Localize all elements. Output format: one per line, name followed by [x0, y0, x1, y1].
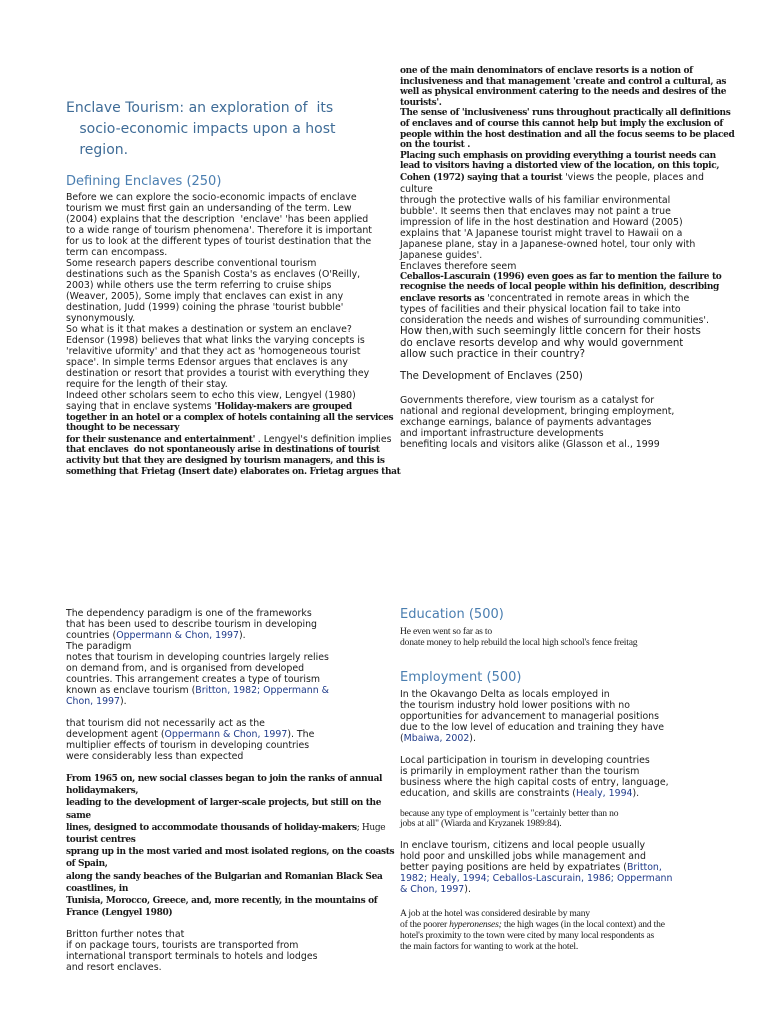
text-line: require for the length of their stay.	[66, 379, 228, 390]
text-line-mixed	[66, 630, 376, 641]
citation-link[interactable]: Chon, 1997	[66, 696, 120, 707]
top-left-column	[66, 98, 401, 477]
text-line: destinations such as the Spanish Costa's as enclaves (O'Reilly,	[66, 269, 361, 280]
quote-line: on the tourist .	[400, 140, 470, 151]
text-line: tourism we must first gain an undersanding of the term. Lew	[66, 203, 352, 214]
citation-link[interactable]: Healy, 1994	[575, 787, 633, 799]
quote-line: France (Lengyel 1980)	[66, 908, 173, 919]
text-line: Local participation in tourism in developing countries	[400, 754, 650, 766]
quote-run: enclave resorts as	[400, 293, 488, 304]
text-line: jobs at all" (Wiarda and Kryzanek 1989:84).	[400, 818, 562, 830]
text-line: In the Okavango Delta as locals employed in	[400, 688, 610, 700]
citation-link[interactable]: & Chon, 1997	[400, 884, 465, 896]
quote-line: holidaymakers,	[66, 786, 139, 797]
citation-link[interactable]: Britton, 1982; Oppermann &	[195, 685, 329, 696]
text-line: is primarily in employment rather than the tourism	[400, 765, 640, 777]
text-line: Some research papers describe conventional tourism	[66, 258, 317, 269]
quote-line: people within the host destination and all the focus seems to be placed	[400, 129, 735, 140]
text-line: The dependency paradigm is one of the frameworks	[66, 608, 312, 619]
text-run: lines, designed to accommodate thousands of holiday-makers	[66, 822, 357, 833]
text-line: Governments therefore, view tourism as a catalyst for	[400, 394, 655, 406]
citation-link[interactable]: Mbaiwa, 2002	[403, 732, 470, 744]
text-line: (2004) explains that the description 'enclave' 'has been applied	[66, 214, 369, 225]
quote-line: together in an hotel or a complex of hotels containing all the services	[66, 412, 394, 423]
text-run: The sense of	[400, 108, 462, 119]
text-line: allow such practice in their country?	[400, 349, 586, 361]
quote-line: tourists'.	[400, 97, 442, 108]
quote-run: Cohen (1972) saying that a tourist	[400, 172, 566, 183]
text-line: opportunities for advancement to managerial positions	[400, 710, 660, 722]
text-line: the main factors for wanting to work at the hotel.	[400, 940, 579, 952]
document-title-line: Enclave Tourism: an exploration of its	[66, 100, 334, 116]
quote-line: lead to visitors having a distorted view of the location, on this topic,	[400, 161, 720, 172]
citation-link[interactable]: 1982; Healy, 1994; Ceballos-Lascurain, 1986; Oppermann	[400, 873, 673, 885]
text-line: that tourism did not necessarily act as the	[66, 718, 265, 729]
text-line: to a wide range of tourism phenomena'. Therefore it is important	[66, 225, 372, 236]
bottom-right-column	[400, 606, 740, 952]
text-line: Indeed other scholars seem to echo this view, Lengyel (1980)	[66, 390, 356, 401]
text-line: hotel's proximity to the town were cited by many local respondents as	[400, 929, 655, 941]
text-line: explains that 'A Japanese tourist might travel to Hawaii on a	[400, 227, 683, 239]
text-line: Britton further notes that	[66, 929, 185, 941]
top-right-column	[400, 66, 740, 450]
text-line: In enclave tourism, citizens and local people usually	[400, 840, 645, 852]
document-title-line: socio-economic impacts upon a host	[66, 121, 336, 137]
text-run: ).	[119, 696, 127, 707]
bottom-left-column	[66, 608, 395, 974]
text-run: saying that in enclave systems	[66, 401, 215, 412]
text-line: consideration the needs and wishes of surrounding communities'.	[400, 315, 709, 327]
text-line: Japanese plane, stay in a Japanese-owned hotel, tour only with	[400, 238, 696, 250]
text-line: countries. This arrangement creates a type of tourism	[66, 674, 320, 685]
text-line: 2003) while others use the term referring to cruise ships	[66, 280, 332, 291]
text-line: How then,with such seemingly little concern for their hosts	[400, 326, 701, 338]
quote-line: of enclaves and of course this cannot help but imply the exclusion of	[400, 118, 723, 129]
text-line: culture	[400, 183, 433, 195]
text-line: international transport terminals to hotels and lodges	[66, 951, 318, 963]
text-line: term can encompass.	[66, 247, 168, 258]
text-line-mixed	[400, 172, 740, 184]
text-run: ).	[632, 787, 640, 799]
text-run: ).	[464, 884, 471, 896]
text-run: of the poorer	[400, 918, 450, 930]
quote-line: along the sandy beaches of the Bulgarian and Romanian Black Sea	[66, 871, 383, 882]
lengyel-quote-block	[66, 773, 395, 919]
citation-link[interactable]: Britton,	[626, 862, 662, 874]
quote-line: Ceballos-Lascurain (1996) even goes as far to mention the failure to	[400, 271, 722, 282]
text-run: education, and skills are constraints (	[400, 787, 576, 799]
section-heading-education: Education (500)	[400, 607, 504, 622]
text-line: for us to look at the different types of tourist destination that the	[66, 236, 372, 247]
text-line: were considerably less than expected	[66, 751, 244, 762]
text-line: and important infrastructure developments	[400, 427, 604, 439]
quote-line-mixed	[66, 822, 386, 834]
text-line: on demand from, and is organised from developed	[66, 663, 305, 674]
text-line: multiplier effects of tourism in developing countries	[66, 740, 310, 751]
quote-line: activity but that they are designed by tourism managers, and this is	[66, 455, 385, 466]
text-line: Japanese guides'.	[400, 249, 483, 261]
text-line: So what is it that makes a destination or system an enclave?	[66, 324, 352, 335]
text-line: through the protective walls of his familiar environmental	[400, 194, 671, 206]
text-line: 'relavitive uformity' and that they act as 'homogeneous tourist	[66, 346, 361, 357]
quote-line: same	[66, 810, 91, 821]
quote-line-mixed	[400, 108, 740, 119]
text-line-mixed	[400, 788, 740, 799]
text-line: business where the high capital costs of entry, language,	[400, 776, 669, 788]
text-line: Enclaves therefore seem	[400, 260, 517, 272]
quote-run: for their sustenance and entertainment'	[66, 434, 258, 445]
quote-line: Tunisia, Morocco, Greece, and, more recently, in the mountains of	[66, 896, 378, 907]
text-line: national and regional development, bringing employment,	[400, 405, 675, 417]
quote-line: leading to the development of larger-scale projects, but still on the	[66, 798, 382, 809]
text-run: ). The	[287, 729, 315, 740]
text-line-mixed	[66, 685, 376, 696]
quote-line: something that Frietag (Insert date) elaborates on. Frietag argues that	[66, 466, 401, 477]
text-line: if on package tours, tourists are transported from	[66, 940, 299, 952]
text-line: the tourism industry hold lower positions with no	[400, 699, 630, 711]
text-line: A job at the hotel was considered desirable by many	[400, 908, 590, 920]
text-line-mixed	[66, 433, 392, 446]
text-line: He even went so far as to	[400, 626, 492, 637]
text-line-mixed	[66, 696, 376, 707]
text-line: Edensor (1998) believes that what links the varying concepts is	[66, 335, 365, 346]
text-run: . Lengyel's definition implies	[257, 433, 392, 445]
defining-enclaves-body	[66, 192, 401, 477]
text-line: types of facilities and their physical location fail to take into	[400, 304, 681, 316]
text-line-mixed	[66, 729, 376, 740]
text-line: Before we can explore the socio-economic impacts of enclave	[66, 192, 357, 203]
text-line-mixed	[400, 862, 740, 873]
section-heading-defining-enclaves: Defining Enclaves (250)	[66, 174, 222, 189]
text-line: that has been used to describe tourism in developing	[66, 619, 317, 630]
text-run: development agent (	[66, 729, 165, 740]
quote-line: well as physical environment catering to the needs and desires of the	[400, 87, 727, 98]
quote-line: thought to be necessary	[66, 423, 180, 434]
text-run: ).	[469, 732, 476, 744]
quote-line: one of the main denominators of enclave resorts is a notion of	[400, 66, 693, 76]
document-title-line: region.	[66, 142, 129, 158]
text-run: known as enclave tourism (	[66, 685, 196, 696]
text-run: ).	[238, 630, 246, 641]
quote-line: of Spain,	[66, 859, 108, 870]
text-run: 'views the people, places and	[565, 171, 704, 183]
quote-line: tourist centres	[66, 835, 136, 846]
quote-line: From 1965 on, new social classes began to join the ranks of annual	[66, 774, 383, 784]
text-line: benefiting locals and visitors alike (Glasson et al., 1999	[400, 438, 660, 450]
quote-line: inclusiveness and that management 'create and control a cultural, as	[400, 76, 727, 87]
quote-run: 'Holiday-makers are grouped	[214, 402, 352, 412]
text-run: (	[400, 732, 404, 744]
text-line-mixed	[400, 733, 740, 744]
text-line: (Weaver, 2005), Some imply that enclaves can exist in any	[66, 291, 344, 302]
text-line: hold poor and unskilled jobs while management and	[400, 851, 646, 863]
text-line: The paradigm	[66, 641, 132, 652]
section-heading-employment: Employment (500)	[400, 669, 522, 685]
citation-link[interactable]: Oppermann & Chon, 1997	[164, 729, 288, 740]
text-line: impression of life in the host destination and Howard (2005)	[400, 216, 683, 228]
quote-line: coastlines, in	[66, 883, 129, 894]
text-line-mixed	[66, 401, 376, 413]
citation-link[interactable]: Oppermann & Chon, 1997	[116, 630, 239, 641]
text-line: and resort enclaves.	[66, 962, 162, 974]
text-line: exchange earnings, balance of payments advantages	[400, 416, 652, 428]
text-line: synonymously.	[66, 313, 136, 324]
text-line: space'. In simple terms Edensor argues that enclaves is any	[66, 357, 348, 368]
text-line: bubble'. It seems then that enclaves may not paint a true	[400, 205, 671, 217]
quote-line: recognise the needs of local people within his definition, describing	[400, 282, 719, 293]
text-run: the high wages (in the local context) and the	[501, 918, 665, 930]
text-line: destination or resort that provides a tourist with everything they	[66, 368, 370, 379]
section-heading-development: The Development of Enclaves (250)	[400, 370, 583, 382]
text-line-mixed	[400, 873, 740, 884]
text-line: because any type of employment is "certainly better than no	[400, 807, 619, 819]
text-line: notes that tourism in developing countries largely relies	[66, 652, 329, 663]
text-run: ; Huge	[356, 822, 386, 833]
text-line: do enclave resorts develop and why would government	[400, 337, 684, 349]
italic-run: hyperonenses;	[449, 918, 502, 930]
text-line-mixed	[400, 293, 740, 305]
text-line: donate money to help rebuild the local high school's fence freitag	[400, 636, 638, 648]
text-run: 'inclusiveness' runs throughout practically all definitions	[461, 108, 731, 119]
text-line: destination, Judd (1999) coining the phrase 'tourist bubble'	[66, 302, 344, 313]
text-run: better paying positions are held by expatriates (	[400, 862, 627, 874]
text-line-mixed	[400, 884, 740, 895]
quote-line: sprang up in the most varied and most isolated regions, on the coasts	[66, 847, 395, 858]
text-run: countries (	[66, 630, 117, 641]
text-run: 'concentrated in remote areas in which the	[487, 292, 690, 304]
quote-line: that enclaves do not spontaneously arise in destinations of tourist	[66, 445, 380, 456]
text-line: due to the low level of education and training they have	[400, 721, 665, 733]
quote-line: Placing such emphasis on providing everything a tourist needs can	[400, 150, 716, 161]
